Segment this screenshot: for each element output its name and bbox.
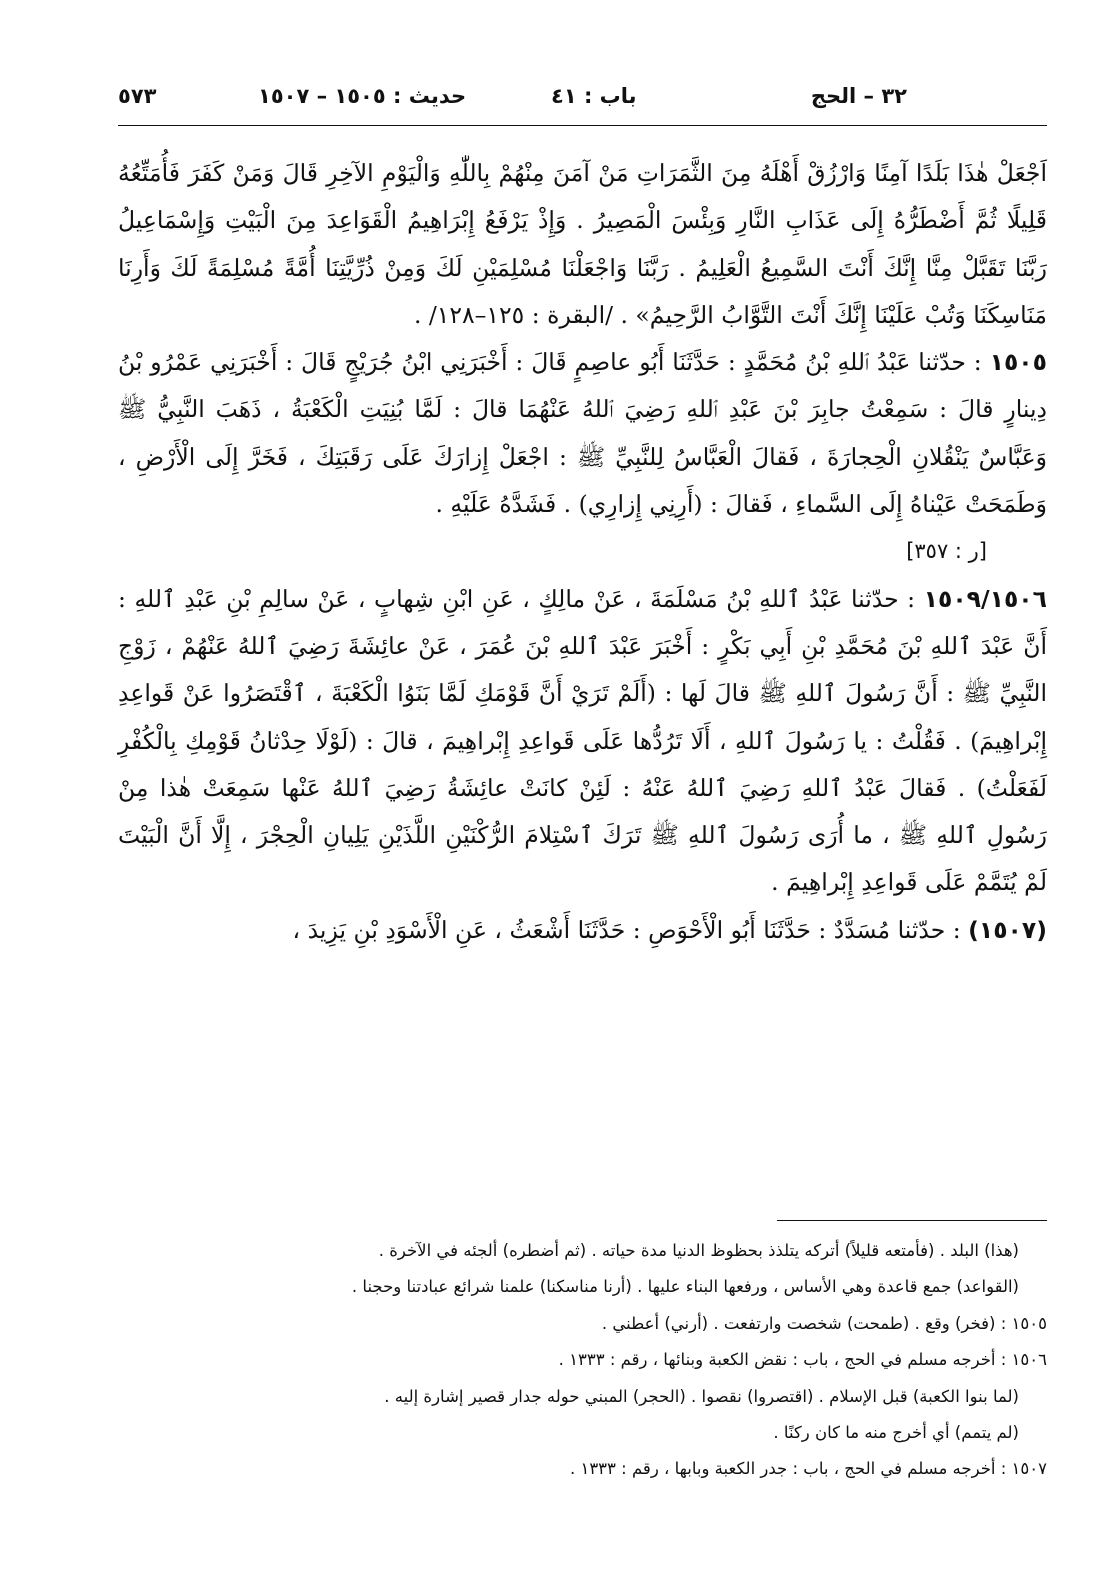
hadith-1507 — [118, 907, 1047, 954]
hadith-text: : حدّثنا عَبْدُ ٱللهِ بْنُ مَسْلَمَةَ ، عَنْ مالِكٍ ، عَنِ ابْنِ شِهابٍ ، عَنْ سالِمِ بْنِ عَبْدِ ٱللهِ : أَنَّ عَبْدَ ٱللهِ بْنَ مُحَمَّدِ بْنِ أَبِي بَكْرٍ : أَخْبَرَ عَبْدَ ٱللهِ بْنَ عُمَرَ ، عَنْ عائِشَةَ رَضِيَ ٱللهُ عَنْهُمْ ، زَوْجِ النَّبِيِّ ﷺ : أَنَّ رَسُولَ ٱللهِ ﷺ قالَ لَها : (أَلَمْ تَرَيْ أَنَّ قَوْمَكِ لَمَّا بَنَوُا الْكَعْبَةَ ، ٱقْتَصَرُوا عَنْ قَواعِدِ إِبْراهِيمَ) . فَقُلْتُ : يا رَسُولَ ٱللهِ ، أَلَا تَرُدُّها عَلَى قَواعِدِ إِبْراهِيمَ ، قالَ : (لَوْلَا حِدْثانُ قَوْمِكِ بِالْكُفْرِ لَفَعَلْتُ) . فَقالَ عَبْدُ ٱللهِ رَضِيَ ٱللهُ عَنْهُ : لَئِنْ كانَتْ عائِشَةُ رَضِيَ ٱللهُ عَنْها سَمِعَتْ هٰذا مِنْ رَسُولِ ٱللهِ ﷺ ، ما أُرَى رَسُولَ ٱللهِ ﷺ تَرَكَ ٱسْتِلامَ الرُّكْنَيْنِ اللَّذَيْنِ يَلِيانِ الْحِجْرَ ، إِلَّا أَنَّ الْبَيْتَ لَمْ يُتَمَّمْ عَلَى قَواعِدِ إِبْراهِيمَ . — [118, 584, 1047, 897]
cross-reference: [ر : ٣٥٧] — [906, 539, 987, 564]
bab-number: باب : ٤١ — [551, 84, 637, 108]
hadith-number: ١٥٠٩/١٥٠٦ — [923, 584, 1047, 613]
footnotes — [118, 1233, 1047, 1488]
footnote-line: ١٥٠٥ : (فخر) وقع . (طمحت) شخصت وارتفعت . (أرني) أعطني . — [601, 1313, 1047, 1333]
main-text — [118, 150, 1047, 954]
quran-passage: اَجْعَلْ هٰذَا بَلَدًا آمِنًا وَارْزُقْ أَهْلَهُ مِنَ الثَّمَرَاتِ مَنْ آمَنَ مِنْهُمْ بِاللّٰهِ وَالْيَوْمِ الآخِرِ قَالَ وَمَنْ كَفَرَ فَأُمَتِّعُهُ قَلِيلًا ثُمَّ أَضْطَرُّهُ إِلَى عَذَابِ النَّارِ وَبِئْسَ الْمَصِيرُ . وَإِذْ يَرْفَعُ إِبْرَاهِيمُ الْقَوَاعِدَ مِنَ الْبَيْتِ وَإِسْمَاعِيلُ رَبَّنَا تَقَبَّلْ مِنَّا إِنَّكَ أَنْتَ السَّمِيعُ الْعَلِيمُ . رَبَّنَا وَاجْعَلْنَا مُسْلِمَيْنِ لَكَ وَمِنْ ذُرِّيَّتِنَا أُمَّةً مُسْلِمَةً لَكَ وَأَرِنَا مَنَاسِكَنَا وَتُبْ عَلَيْنَا إِنَّكَ أَنْتَ التَّوَّابُ الرَّحِيمُ» . /البقرة : ١٢٥–١٢٨/ . — [118, 159, 1047, 329]
hadith-range: حديث : ١٥٠٥ – ١٥٠٧ — [258, 84, 467, 108]
footnote-line: (لم يتمم) أي أخرج منه ما كان ركنًا . — [773, 1423, 1019, 1443]
running-header — [118, 84, 1047, 118]
footnote-line: ١٥٠٧ : أخرجه مسلم في الحج ، باب : جدر الكعبة وبابها ، رقم : ١٣٣٣ . — [569, 1459, 1047, 1479]
page-number: ٥٧٣ — [118, 84, 157, 108]
hadith-number: ١٥٠٥ — [989, 348, 1047, 377]
footnote-line: ١٥٠٦ : أخرجه مسلم في الحج ، باب : نقض الكعبة وبنائها ، رقم : ١٣٣٣ . — [558, 1350, 1047, 1370]
hadith-number: (١٥٠٧) — [968, 915, 1047, 944]
footnote-divider — [777, 1220, 1047, 1221]
footnote-line: (القواعد) جمع قاعدة وهي الأساس ، ورفعها البناء عليها . (أرنا مناسكنا) علمنا شرائع عبادتنا وحجنا . — [351, 1277, 1019, 1297]
chapter-title: ٣٢ – الحج — [810, 84, 907, 108]
hadith-1506 — [118, 576, 1047, 907]
footnote-line: (هذا) البلد . (فأمتعه قليلاً) أتركه يتلذذ بحظوظ الدنيا مدة حياته . (ثم أضطره) ألجئه في الآخرة . — [378, 1241, 1019, 1260]
hadith-text: : حدّثنا عَبْدُ ٱللهِ بْنُ مُحَمَّدٍ : حَدَّثَنَا أَبُو عاصِمٍ قَالَ : أَخْبَرَنِي ابْنُ جُرَيْجٍ قَالَ : أَخْبَرَنِي عَمْرُو بْنُ دِينارٍ قالَ : سَمِعْتُ جابِرَ بْنَ عَبْدِ ٱللهِ رَضِيَ ٱللهُ عَنْهُمَا قالَ : لَمَّا بُنِيَتِ الْكَعْبَةُ ، ذَهَبَ النَّبِيُّ ﷺ وَعَبَّاسٌ يَنْقُلانِ الْحِجارَةَ ، فَقالَ الْعَبَّاسُ لِلنَّبِيِّ ﷺ : اجْعَلْ إِزارَكَ عَلَى رَقَبَتِكَ ، فَخَرَّ إِلَى الْأَرْضِ ، وَطَمَحَتْ عَيْناهُ إِلَى السَّماءِ ، فَقالَ : (أَرِنِي إِزارِي) . فَشَدَّهُ عَلَيْهِ . — [118, 348, 1047, 519]
footnote-line: (لما بنوا الكعبة) قبل الإسلام . (اقتصروا) نقصوا . (الحجر) المبني حوله جدار قصير إشارة إليه . — [384, 1386, 1019, 1406]
hadith-1505 — [118, 339, 1047, 528]
header-divider — [118, 125, 1047, 126]
hadith-text: : حدّثنا مُسَدَّدٌ : حَدَّثَنَا أَبُو الْأَحْوَصِ : حَدَّثَنَا أَشْعَثُ ، عَنِ الْأَسْوَدِ بْنِ يَزِيدَ ، — [292, 915, 961, 944]
